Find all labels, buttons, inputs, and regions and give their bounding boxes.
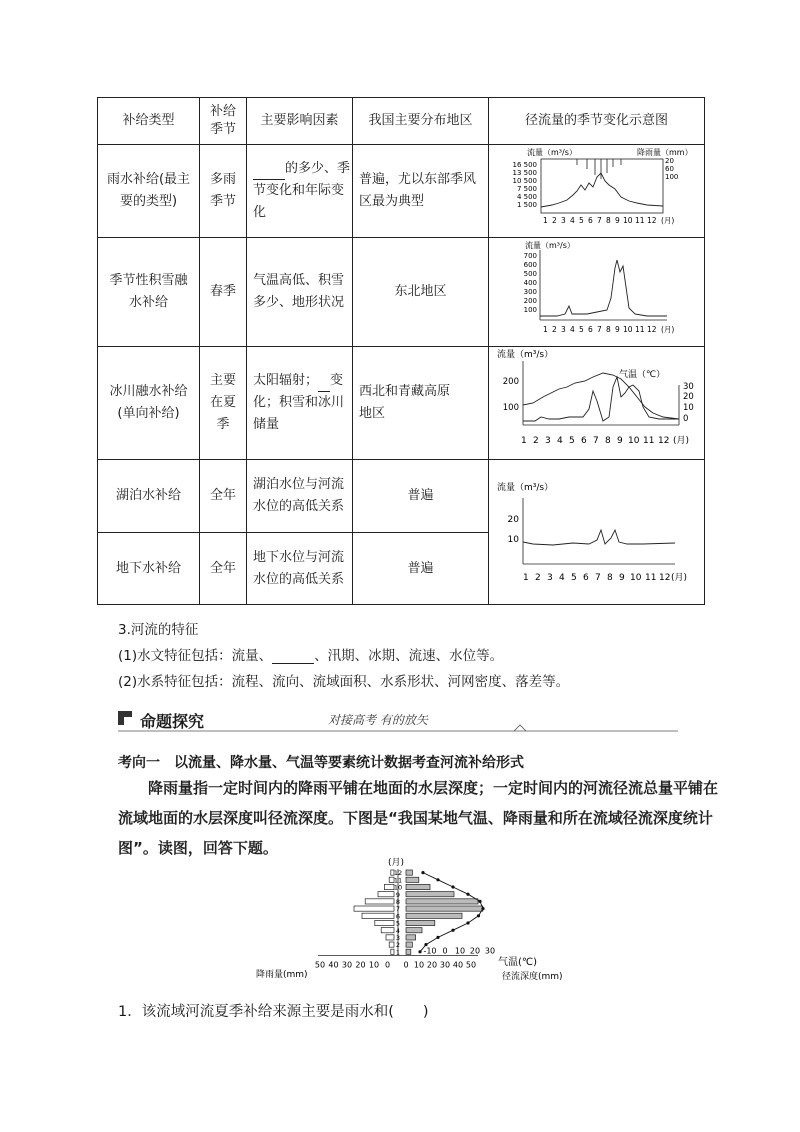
header-chart: 径流量的季节变化示意图: [489, 98, 705, 145]
svg-text:12: 12: [646, 216, 657, 225]
temperature-point: [421, 871, 424, 874]
month-tick: 2: [395, 941, 401, 950]
runoff-label: 径流深度(mm): [502, 972, 563, 982]
svg-text:3: 3: [544, 436, 551, 446]
svg-text:7: 7: [596, 216, 602, 225]
section-subtitle: 对接高考 有的放矢: [328, 713, 428, 727]
cell-factor: 气温高低、积雪多少、地形状况: [247, 238, 353, 347]
fill-blank[interactable]: [318, 377, 330, 392]
rainfall-bar: [389, 942, 394, 947]
svg-text:12: 12: [646, 325, 657, 334]
svg-text:200: 200: [502, 377, 519, 387]
cell-region: 西北和青藏高原地区: [353, 347, 489, 460]
runoff-tick: 10: [413, 960, 425, 970]
rain-runoff-chart: [497, 145, 697, 229]
svg-text:100: 100: [664, 173, 678, 181]
snowmelt-chart: [497, 238, 697, 338]
svg-text:6: 6: [587, 216, 593, 225]
month-tick: 1: [395, 948, 401, 957]
runoff-tick: 20: [426, 960, 438, 970]
svg-text:7 500: 7 500: [516, 185, 537, 193]
cell-season: 主要在夏季: [200, 347, 247, 460]
y2-ticks: [683, 382, 694, 424]
month-axis-label: (月): [388, 858, 405, 868]
svg-text:7: 7: [592, 436, 599, 446]
cell-factor: 的多少、季节变化和年际变化: [247, 145, 353, 238]
y-label: 流量（m³/s）: [496, 483, 553, 493]
table-header-row: [98, 98, 705, 145]
cell-type: 湖泊水补给: [98, 460, 200, 533]
temperature-tick: 0: [442, 946, 448, 956]
rainfall-bar: [378, 892, 394, 897]
y-label: 流量（m³/s）: [526, 148, 577, 157]
svg-text:(月): (月): [660, 216, 674, 225]
rainfall-tick: 30: [341, 960, 353, 970]
header-factor: 主要影响因素: [247, 98, 353, 145]
runoff-bar: [406, 884, 430, 889]
rainfall-tick: 40: [328, 960, 339, 970]
svg-text:7: 7: [594, 573, 601, 583]
svg-text:11: 11: [634, 216, 645, 225]
temperature-tick: -10: [423, 946, 437, 956]
svg-text:6: 6: [587, 325, 593, 334]
month-tick: 6: [395, 912, 401, 921]
y-ticks: [523, 252, 536, 314]
y-label: 流量（m³/s）: [496, 350, 553, 360]
cell-season: 多雨季节: [200, 145, 247, 238]
cell-type: 冰川融水补给(单向补给): [98, 347, 200, 460]
cell-factor: 太阳辐射； 变化；积雪和冰川储量: [247, 347, 353, 460]
svg-text:2: 2: [534, 573, 541, 583]
section-title: 命题探究: [140, 712, 205, 731]
rainfall-bar: [384, 884, 394, 889]
month-tick: 5: [395, 919, 401, 928]
svg-text:30: 30: [682, 382, 694, 392]
runoff-line: [541, 173, 663, 207]
runoff-bar: [406, 928, 422, 933]
svg-text:20: 20: [507, 515, 519, 525]
y2-ticks: [665, 157, 678, 181]
svg-text:1: 1: [542, 216, 548, 225]
fill-blank[interactable]: [253, 165, 285, 180]
runoff-bar: [406, 935, 416, 940]
svg-text:6: 6: [582, 573, 589, 583]
svg-text:12: 12: [657, 436, 669, 446]
runoff-tick: 40: [452, 960, 464, 970]
svg-text:10 500: 10 500: [512, 177, 537, 185]
y-ticks: [502, 377, 518, 413]
svg-text:5: 5: [578, 216, 584, 225]
question-paragraph: 降雨量指一定时间内的降雨平铺在地面的水层深度；一定时间内的河流径流总量平铺在流域地面的水层深度叫径流深度。下图是“我国某地气温、降雨量和所在流域径流深度统计图”。读图，回答下题。: [118, 779, 719, 857]
svg-text:2: 2: [551, 325, 557, 334]
svg-text:4 500: 4 500: [516, 193, 537, 201]
cell-season: 全年: [200, 533, 247, 605]
y-ticks: [512, 161, 537, 209]
runoff-bar: [406, 899, 478, 904]
runoff-bar: [406, 949, 411, 954]
question-1: 1．该流域河流夏季补给来源主要是雨水和( ): [118, 1004, 429, 1020]
svg-text:1 500: 1 500: [516, 201, 537, 209]
header-season: 补给 季节: [200, 98, 247, 145]
svg-text:(月): (月): [670, 573, 687, 583]
svg-text:(月): (月): [672, 436, 689, 446]
rainfall-tick: 20: [355, 960, 366, 970]
svg-text:300: 300: [523, 288, 537, 296]
svg-text:9: 9: [618, 573, 625, 583]
runoff-bar: [406, 906, 483, 911]
svg-text:8: 8: [605, 325, 611, 334]
svg-text:700: 700: [523, 252, 537, 260]
month-tick: 3: [395, 934, 401, 942]
rainfall-label: 降雨量(mm): [256, 970, 308, 980]
svg-text:8: 8: [604, 436, 611, 446]
cell-season: 全年: [200, 460, 247, 533]
svg-text:3: 3: [560, 325, 566, 334]
svg-text:200: 200: [523, 297, 537, 305]
svg-text:13 500: 13 500: [512, 169, 537, 177]
cell-chart: [489, 145, 705, 238]
section-header: [118, 709, 678, 733]
svg-text:1: 1: [542, 325, 548, 334]
runoff-bar: [406, 920, 435, 925]
cell-type: 雨水补给(最主要的类型): [98, 145, 200, 238]
rain-bars: [577, 159, 621, 179]
svg-text:5: 5: [578, 325, 584, 334]
runoff-tick: 50: [465, 960, 477, 970]
temperature-label: 气温(℃): [498, 957, 538, 968]
runoff-bar: [406, 892, 454, 897]
question-direction: 考向一 以流量、降水量、气温等要素统计数据考查河流补给形式: [118, 755, 524, 771]
x-ticks: [523, 572, 687, 583]
svg-text:2: 2: [551, 216, 557, 225]
runoff-bar: [406, 913, 462, 918]
rainfall-tick: 0: [384, 960, 391, 970]
section-3-line-2: (2)水系特征包括：流程、流向、流域面积、水系形状、河网密度、落差等。: [118, 674, 570, 690]
svg-text:10: 10: [629, 573, 641, 583]
svg-text:11: 11: [642, 436, 654, 446]
svg-text:11: 11: [644, 573, 656, 583]
glacier-chart: [493, 347, 701, 451]
svg-text:8: 8: [605, 216, 611, 225]
svg-text:7: 7: [596, 325, 602, 334]
svg-text:0: 0: [682, 414, 688, 424]
svg-text:3: 3: [560, 216, 566, 225]
month-tick: 11: [393, 876, 403, 885]
cell-chart: [489, 347, 705, 460]
cell-factor: 湖泊水位与河流水位的高低关系: [247, 460, 353, 533]
svg-text:4: 4: [569, 325, 575, 334]
month-tick: 9: [395, 890, 401, 899]
svg-text:4: 4: [569, 216, 575, 225]
rainfall-bar: [386, 935, 394, 940]
cell-chart: [489, 460, 705, 605]
svg-text:10: 10: [627, 436, 639, 446]
x-ticks: [543, 325, 674, 334]
header-type: 补给类型: [98, 98, 200, 145]
fill-blank[interactable]: [272, 649, 314, 664]
temperature-tick: 20: [469, 946, 481, 956]
runoff-bar: [406, 942, 412, 947]
svg-text:10: 10: [682, 403, 694, 413]
y2-label: 气温（℃）: [618, 370, 665, 380]
rainfall-bar: [381, 928, 394, 933]
rainfall-bar: [354, 906, 394, 911]
svg-text:400: 400: [523, 279, 537, 287]
svg-text:(月): (月): [660, 325, 674, 334]
rainfall-tick: 50: [314, 960, 326, 970]
temperature-tick: 30: [484, 946, 496, 956]
chart-area: [315, 869, 495, 969]
cell-season: 春季: [200, 238, 247, 347]
svg-text:5: 5: [570, 573, 577, 583]
svg-text:2: 2: [532, 436, 539, 446]
svg-text:12: 12: [658, 573, 670, 583]
cell-region: 普遍: [353, 533, 489, 605]
svg-text:10: 10: [622, 216, 633, 225]
cell-factor: 地下水位与河流水位的高低关系: [247, 533, 353, 605]
svg-text:11: 11: [634, 325, 645, 334]
runoff-tick: 0: [403, 960, 409, 970]
table-row: [98, 145, 705, 238]
groundwater-chart: [493, 468, 701, 588]
runoff-bar: [406, 870, 412, 875]
supply-table: [97, 97, 705, 605]
climate-runoff-chart: [240, 855, 580, 995]
svg-text:3: 3: [546, 573, 553, 583]
svg-text:100: 100: [502, 403, 519, 413]
month-tick: 8: [395, 898, 401, 906]
svg-text:10: 10: [507, 535, 519, 545]
runoff-bar: [406, 877, 419, 882]
rainfall-bar: [375, 920, 394, 925]
rainfall-bar: [365, 899, 394, 904]
svg-text:4: 4: [558, 573, 565, 583]
section-3-title: 3.河流的特征: [118, 622, 199, 638]
svg-text:1: 1: [522, 573, 529, 583]
table-row: [98, 460, 705, 533]
svg-text:20: 20: [682, 392, 694, 402]
cell-region: 东北地区: [353, 238, 489, 347]
svg-text:9: 9: [616, 436, 623, 446]
y-ticks: [507, 515, 519, 545]
svg-text:5: 5: [568, 436, 575, 446]
svg-text:9: 9: [614, 325, 620, 334]
month-tick: 12: [393, 869, 403, 878]
svg-text:6: 6: [580, 436, 587, 446]
svg-text:4: 4: [556, 436, 563, 446]
svg-text:1: 1: [520, 436, 527, 446]
svg-text:100: 100: [523, 306, 537, 314]
runoff-line: [523, 530, 675, 545]
cell-chart: [489, 238, 705, 347]
month-tick: 10: [393, 883, 403, 892]
header-region: 我国主要分布地区: [353, 98, 489, 145]
svg-text:20: 20: [664, 157, 674, 165]
svg-text:16 500: 16 500: [512, 161, 537, 169]
cell-type: 地下水补给: [98, 533, 200, 605]
runoff-tick: 30: [439, 960, 451, 970]
cell-region: 普遍，尤以东部季风区最为典型: [353, 145, 489, 238]
svg-text:60: 60: [664, 165, 674, 173]
x-ticks: [543, 216, 674, 225]
rainfall-bar: [391, 949, 394, 954]
svg-text:9: 9: [614, 216, 620, 225]
table-row: [98, 347, 705, 460]
table-row: [98, 238, 705, 347]
svg-text:500: 500: [523, 270, 537, 278]
rainfall-bar: [362, 913, 394, 918]
cell-type: 季节性积雪融水补给: [98, 238, 200, 347]
svg-text:8: 8: [606, 573, 613, 583]
svg-text:600: 600: [523, 261, 537, 269]
y-label: 流量（m³/s）: [524, 241, 575, 250]
svg-text:10: 10: [622, 325, 633, 334]
month-tick: 7: [395, 905, 401, 914]
rainfall-tick: 10: [368, 960, 380, 970]
x-ticks: [521, 435, 689, 446]
month-tick: 4: [395, 926, 401, 935]
section-3-line-1: (1)水文特征包括：流量、 、汛期、冰期、流速、水位等。: [118, 648, 504, 664]
runoff-line: [540, 260, 667, 316]
cell-region: 普遍: [353, 460, 489, 533]
temperature-tick: 10: [454, 946, 466, 956]
y2-label: 降雨量（mm）: [636, 148, 693, 157]
